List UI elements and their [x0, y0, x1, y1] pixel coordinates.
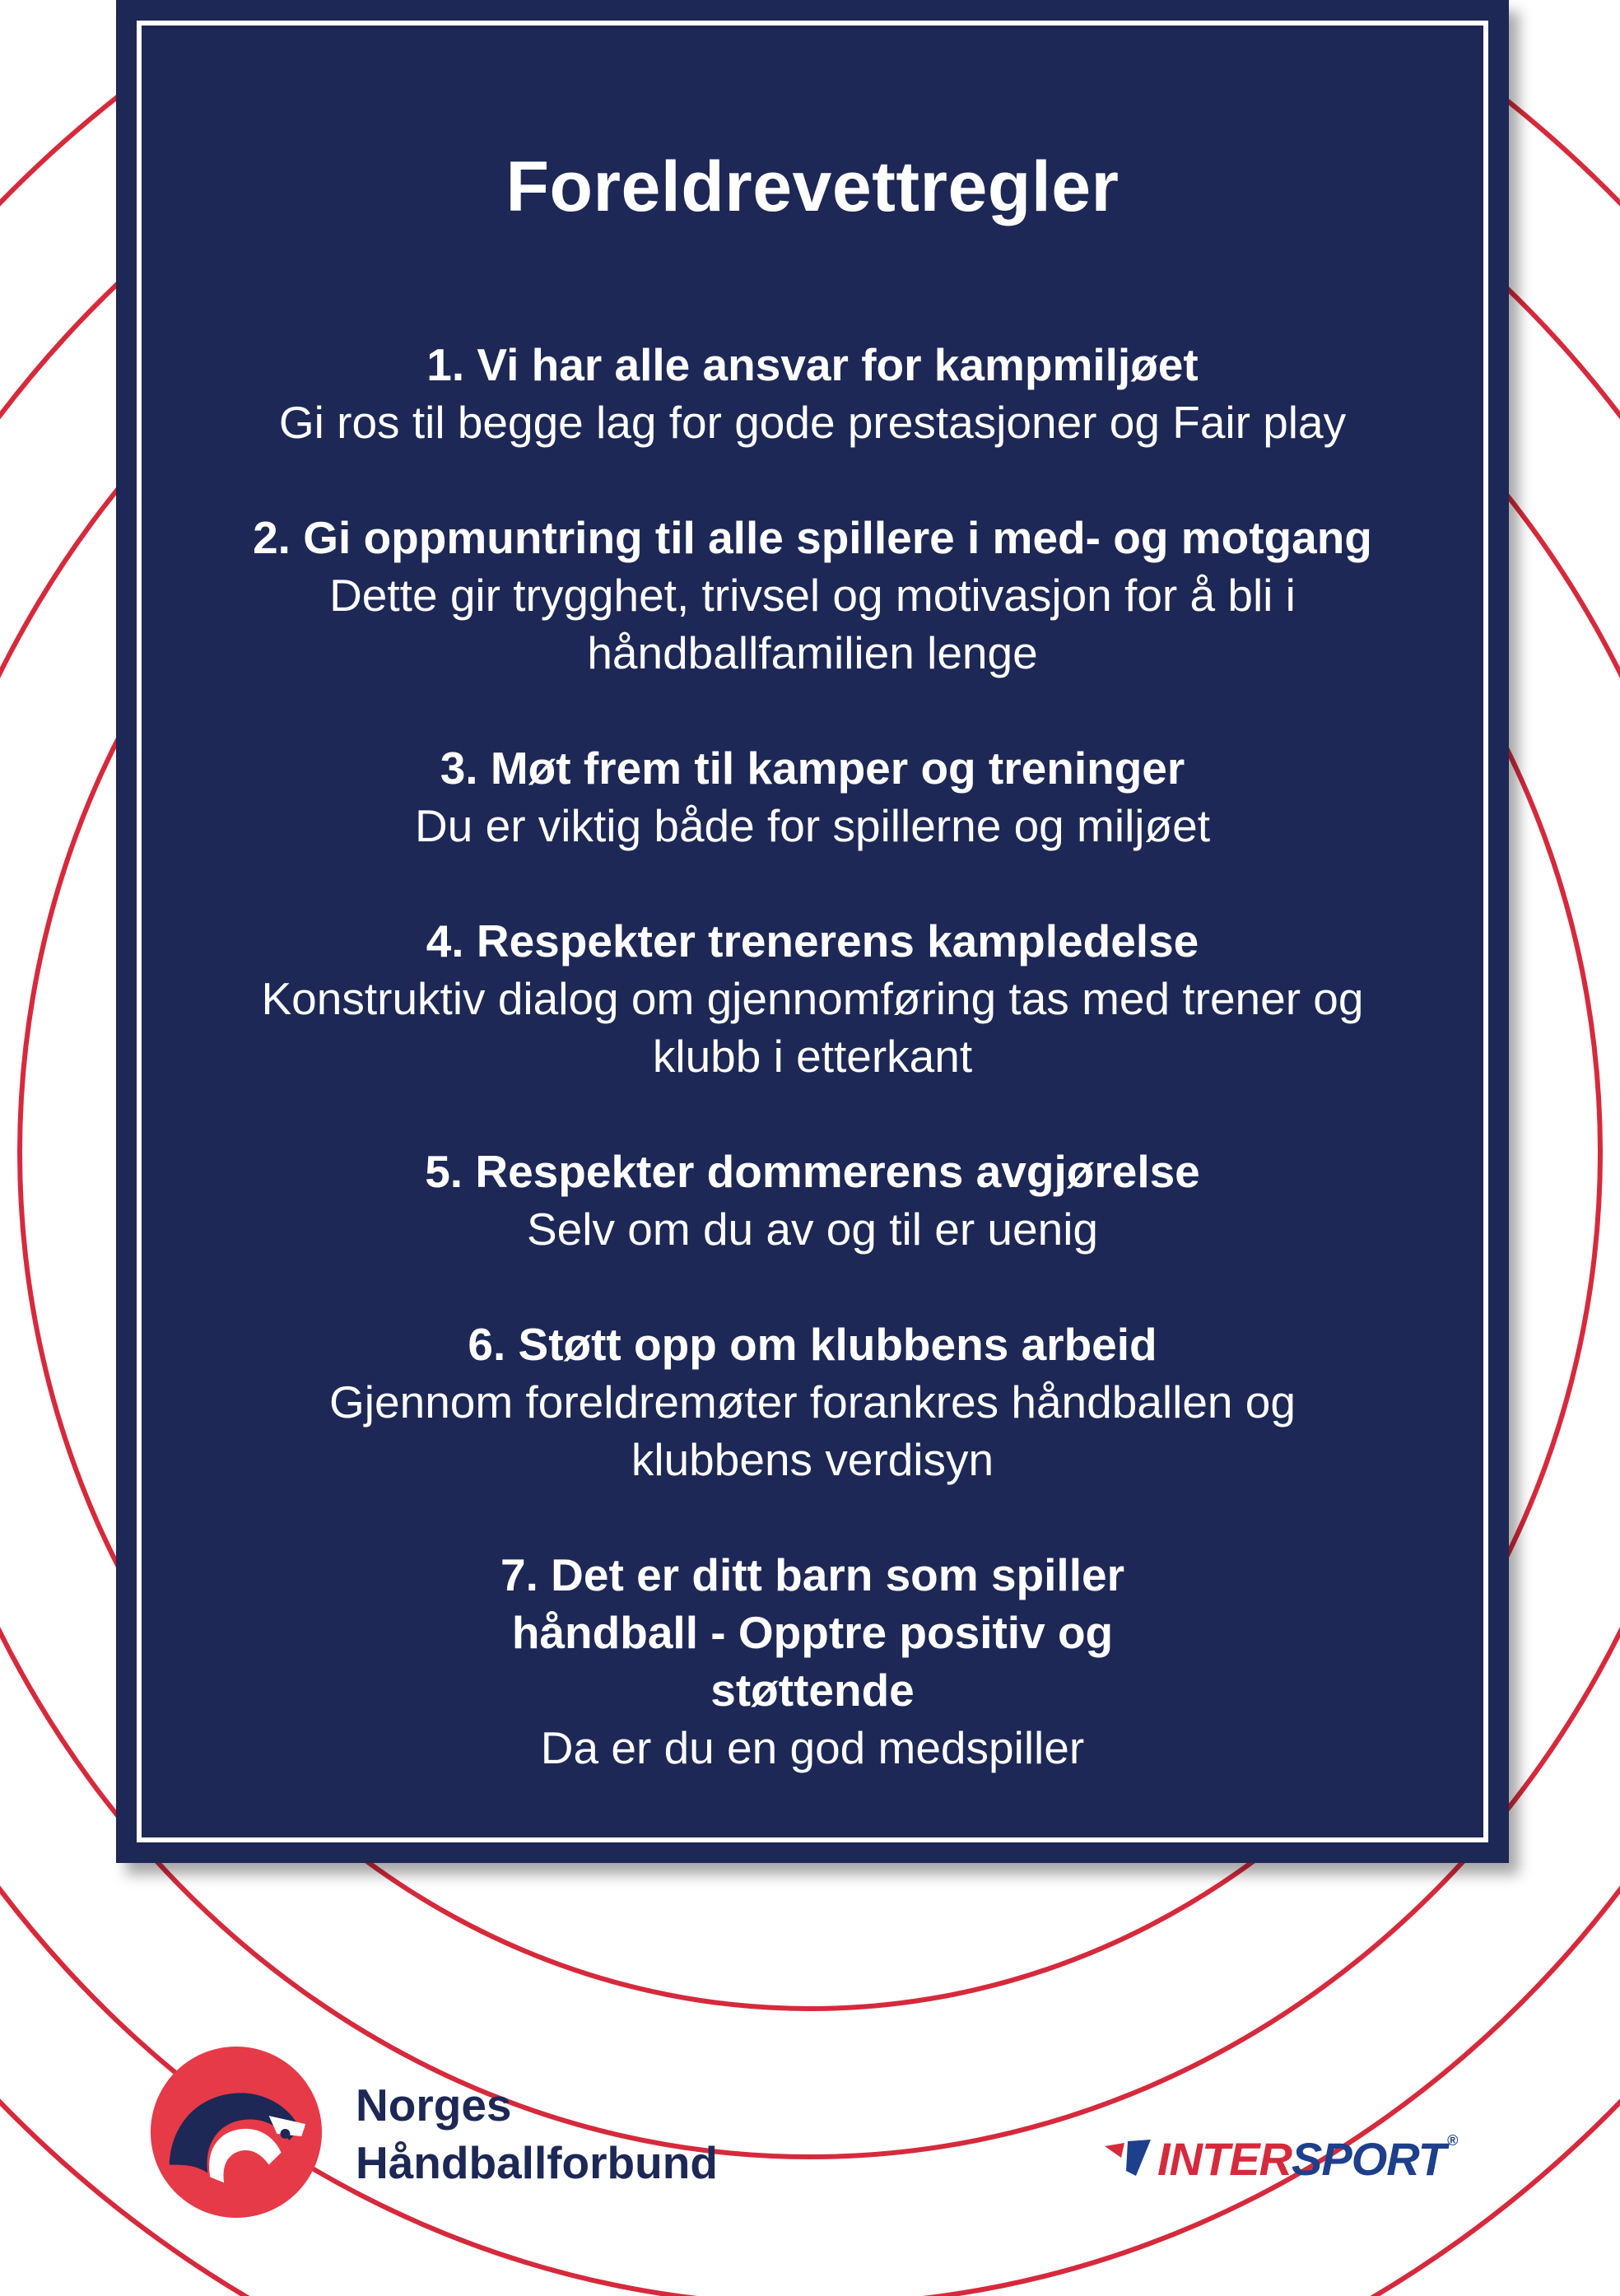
rule-title: 5. Respekter dommerens avgjørelse — [425, 1146, 1200, 1197]
rule-item — [165, 1143, 1459, 1258]
page-title: Foreldrevettregler — [505, 147, 1120, 226]
rule-text: Gjennom foreldremøter forankres håndballen og klubbens verdisyn — [329, 1376, 1296, 1485]
rule-text: Gi ros til begge lag for gode prestasjoner og Fair play — [278, 397, 1347, 448]
rule-title: 3. Møt frem til kamper og treninger — [440, 743, 1185, 794]
intersport-part1: INTER — [1157, 2132, 1292, 2185]
nhf-lion-logo-icon — [147, 2042, 326, 2223]
footer — [0, 2009, 1620, 2256]
rule-item — [165, 509, 1459, 682]
intersport-wordmark — [1157, 2132, 1457, 2186]
rule-title: 7. Det er ditt barn som spiller håndball - Opptre positiv og støttende — [500, 1549, 1124, 1716]
registered-mark: ® — [1446, 2131, 1458, 2149]
rule-item — [165, 739, 1459, 855]
rule-text: Konstruktiv dialog om gjennomføring tas med trener og klubb i etterkant — [261, 973, 1364, 1082]
intersport-logo-icon — [1103, 2138, 1152, 2179]
nhf-name — [356, 2076, 718, 2191]
rules-panel — [116, 0, 1509, 1863]
rule-title: 2. Gi oppmuntring til alle spillere i med- og motgang — [253, 512, 1372, 563]
rule-item — [165, 912, 1459, 1085]
nhf-name-line1: Norges — [356, 2079, 512, 2131]
rule-title: 1. Vi har alle ansvar for kampmiljøet — [426, 339, 1199, 390]
rule-item — [165, 1546, 1459, 1777]
nhf-name-line2: Håndballforbund — [356, 2137, 718, 2188]
rules-list — [165, 336, 1459, 1834]
rule-item — [165, 1316, 1459, 1488]
intersport-logo — [1103, 2131, 1458, 2185]
rule-text: Selv om du av og til er uenig — [527, 1204, 1098, 1255]
rule-item — [165, 336, 1459, 451]
rule-title: 6. Støtt opp om klubbens arbeid — [468, 1319, 1157, 1370]
rule-text: Dette gir trygghet, trivsel og motivasjon for å bli i håndballfamilien lenge — [329, 570, 1296, 678]
intersport-part2: SPORT — [1292, 2132, 1445, 2185]
rule-text: Du er viktig både for spillerne og miljøet — [415, 800, 1210, 851]
rule-text: Da er du en god medspiller — [540, 1722, 1085, 1773]
rule-title: 4. Respekter trenerens kampledelse — [426, 915, 1199, 966]
